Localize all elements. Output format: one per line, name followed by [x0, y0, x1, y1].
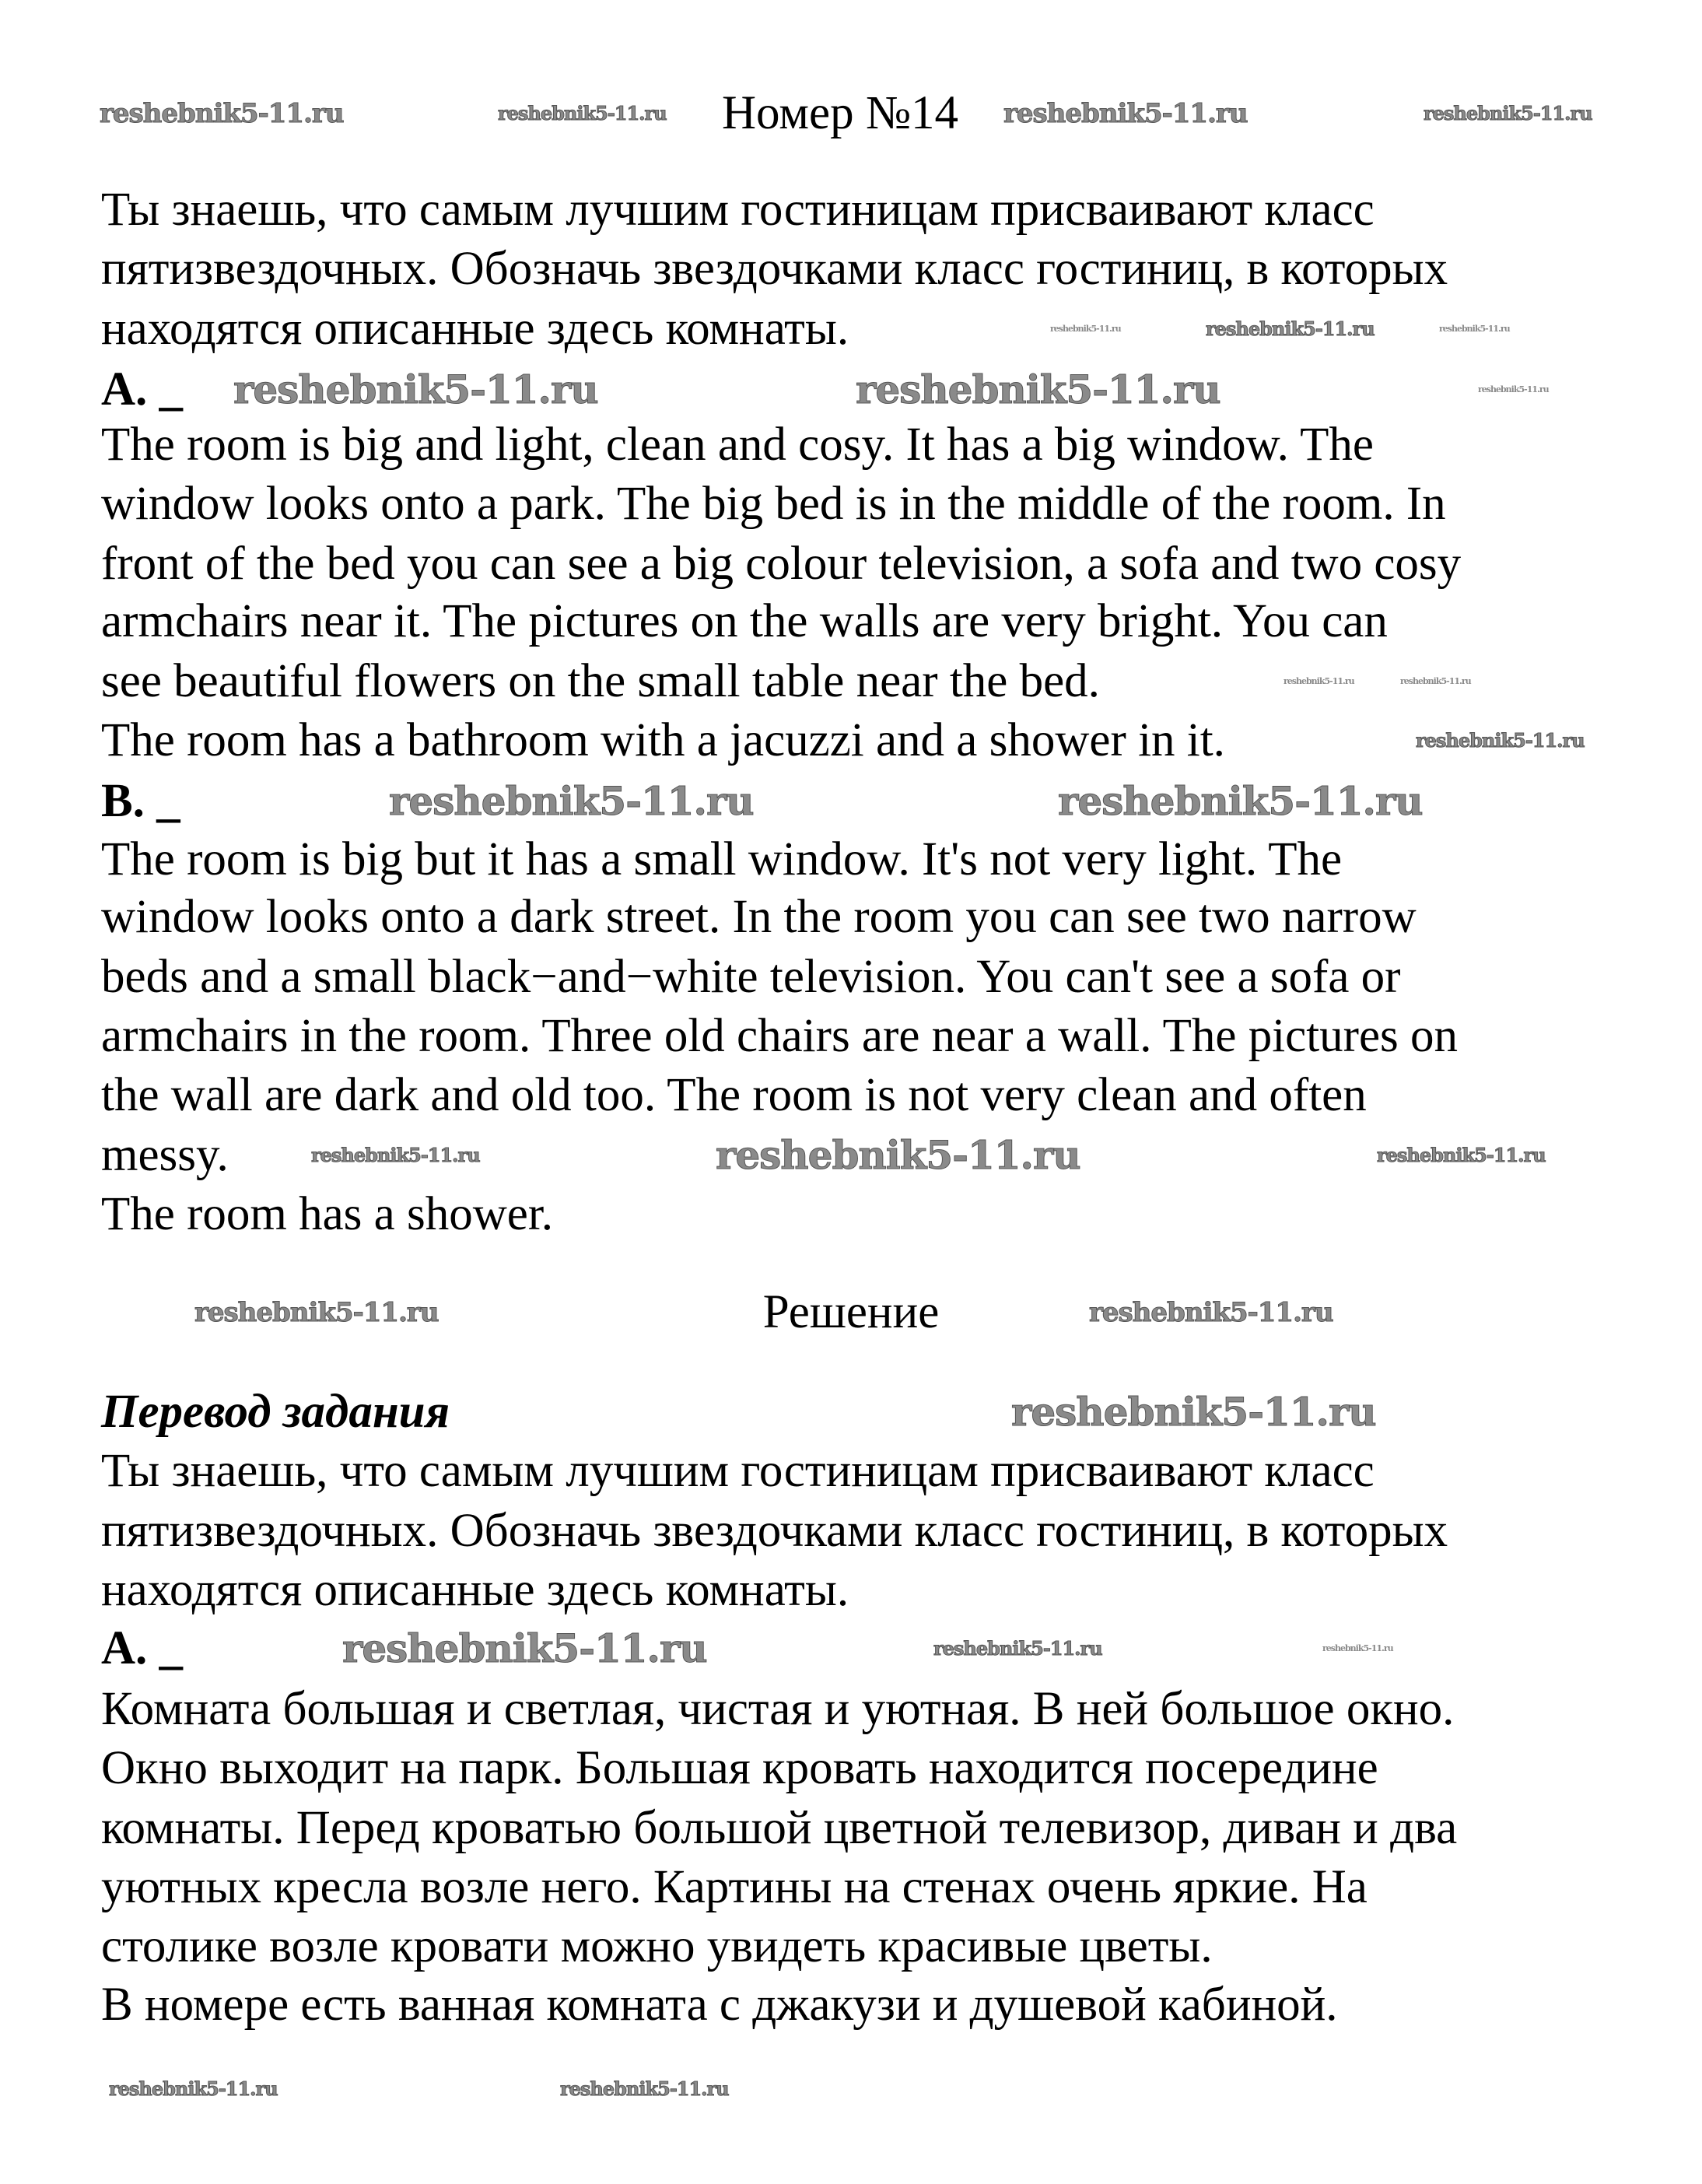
watermark: reshebnik5-11.ru [1439, 324, 1510, 334]
text-a-line: The room has a bathroom with a jacuzzi and a shower in it. [101, 714, 1225, 766]
text-a-line: front of the bed you can see a big colour television, a sofa and two cosy [101, 538, 1462, 590]
watermark: reshebnik5-11.ru [109, 2077, 278, 2100]
watermark: reshebnik5-11.ru [1003, 98, 1248, 129]
page-title: Номер №14 [722, 87, 959, 139]
task-line: Ты знаешь, что самым лучшим гостиницам присваивают класс [101, 184, 1375, 236]
text-b-line: The room is big but it has a small window. It's not very light. The [101, 833, 1343, 885]
translation-task-line: пятизвездочных. Обозначь звездочками класс гостиниц, в которых [101, 1505, 1448, 1557]
label-b: B. _ [101, 775, 180, 827]
task-line: пятизвездочных. Обозначь звездочками класс гостиниц, в которых [101, 243, 1448, 295]
translation-a-line: столике возле кровати можно увидеть красивые цветы. [101, 1920, 1213, 1972]
task-line: находятся описанные здесь комнаты. [101, 303, 849, 355]
watermark: reshebnik5-11.ru [1416, 729, 1585, 752]
watermark: reshebnik5-11.ru [100, 98, 344, 129]
translation-a-line: комнаты. Перед кроватью большой цветной телевизор, диван и два [101, 1802, 1458, 1854]
translation-a-line: В номере есть ванная комната с джакузи и душевой кабиной. [101, 1979, 1338, 2031]
watermark: reshebnik5-11.ru [560, 2077, 729, 2100]
text-b-line: armchairs in the room. Three old chairs are near a wall. The pictures on [101, 1010, 1459, 1062]
translation-task-line: находятся описанные здесь комнаты. [101, 1564, 849, 1616]
watermark: reshebnik5-11.ru [716, 1132, 1080, 1178]
watermark: reshebnik5-11.ru [1058, 778, 1423, 824]
text-b-line: messy. [101, 1129, 229, 1181]
translation-a-line: Окно выходит на парк. Большая кровать находится посередине [101, 1742, 1378, 1794]
watermark: reshebnik5-11.ru [233, 366, 598, 412]
watermark: reshebnik5-11.ru [933, 1637, 1102, 1660]
translation-task-line: Ты знаешь, что самым лучшим гостиницам присваивают класс [101, 1445, 1375, 1497]
text-a-line: The room is big and light, clean and cosy. It has a big window. The [101, 419, 1374, 471]
watermark: reshebnik5-11.ru [498, 102, 667, 124]
translation-heading: Перевод задания [101, 1386, 450, 1438]
text-b-line: window looks onto a dark street. In the room you can see two narrow [101, 891, 1417, 943]
label-a: A. _ [101, 363, 184, 415]
watermark: reshebnik5-11.ru [342, 1625, 707, 1671]
text-a-line: see beautiful flowers on the small table near the bed. [101, 655, 1100, 707]
watermark: reshebnik5-11.ru [1400, 676, 1471, 686]
translation-label-a: A. _ [101, 1622, 184, 1674]
text-b-line: beds and a small black−and−white television. You can't see a sofa or [101, 951, 1401, 1003]
watermark: reshebnik5-11.ru [1284, 676, 1354, 686]
watermark: reshebnik5-11.ru [1322, 1643, 1393, 1653]
watermark: reshebnik5-11.ru [311, 1144, 480, 1166]
text-a-line: window looks onto a park. The big bed is in the middle of the room. In [101, 478, 1446, 530]
translation-a-line: Комната большая и светлая, чистая и уютная. В ней большое окно. [101, 1683, 1455, 1735]
watermark: reshebnik5-11.ru [1377, 1144, 1546, 1166]
watermark: reshebnik5-11.ru [1206, 317, 1375, 340]
translation-a-line: уютных кресла возле него. Картины на стенах очень яркие. На [101, 1861, 1368, 1913]
watermark: reshebnik5-11.ru [1424, 102, 1592, 124]
solution-heading-text: Решение [762, 1286, 940, 1338]
watermark: reshebnik5-11.ru [1050, 324, 1121, 334]
watermark: reshebnik5-11.ru [1478, 384, 1549, 394]
watermark: reshebnik5-11.ru [856, 366, 1220, 412]
watermark: reshebnik5-11.ru [1011, 1389, 1376, 1435]
text-b-line: The room has a shower. [101, 1188, 554, 1240]
text-a-line: armchairs near it. The pictures on the walls are very bright. You can [101, 595, 1388, 647]
watermark: reshebnik5-11.ru [1089, 1297, 1333, 1328]
watermark: reshebnik5-11.ru [389, 778, 754, 824]
text-b-line: the wall are dark and old too. The room is not very clean and often [101, 1069, 1367, 1121]
watermark: reshebnik5-11.ru [194, 1297, 439, 1328]
